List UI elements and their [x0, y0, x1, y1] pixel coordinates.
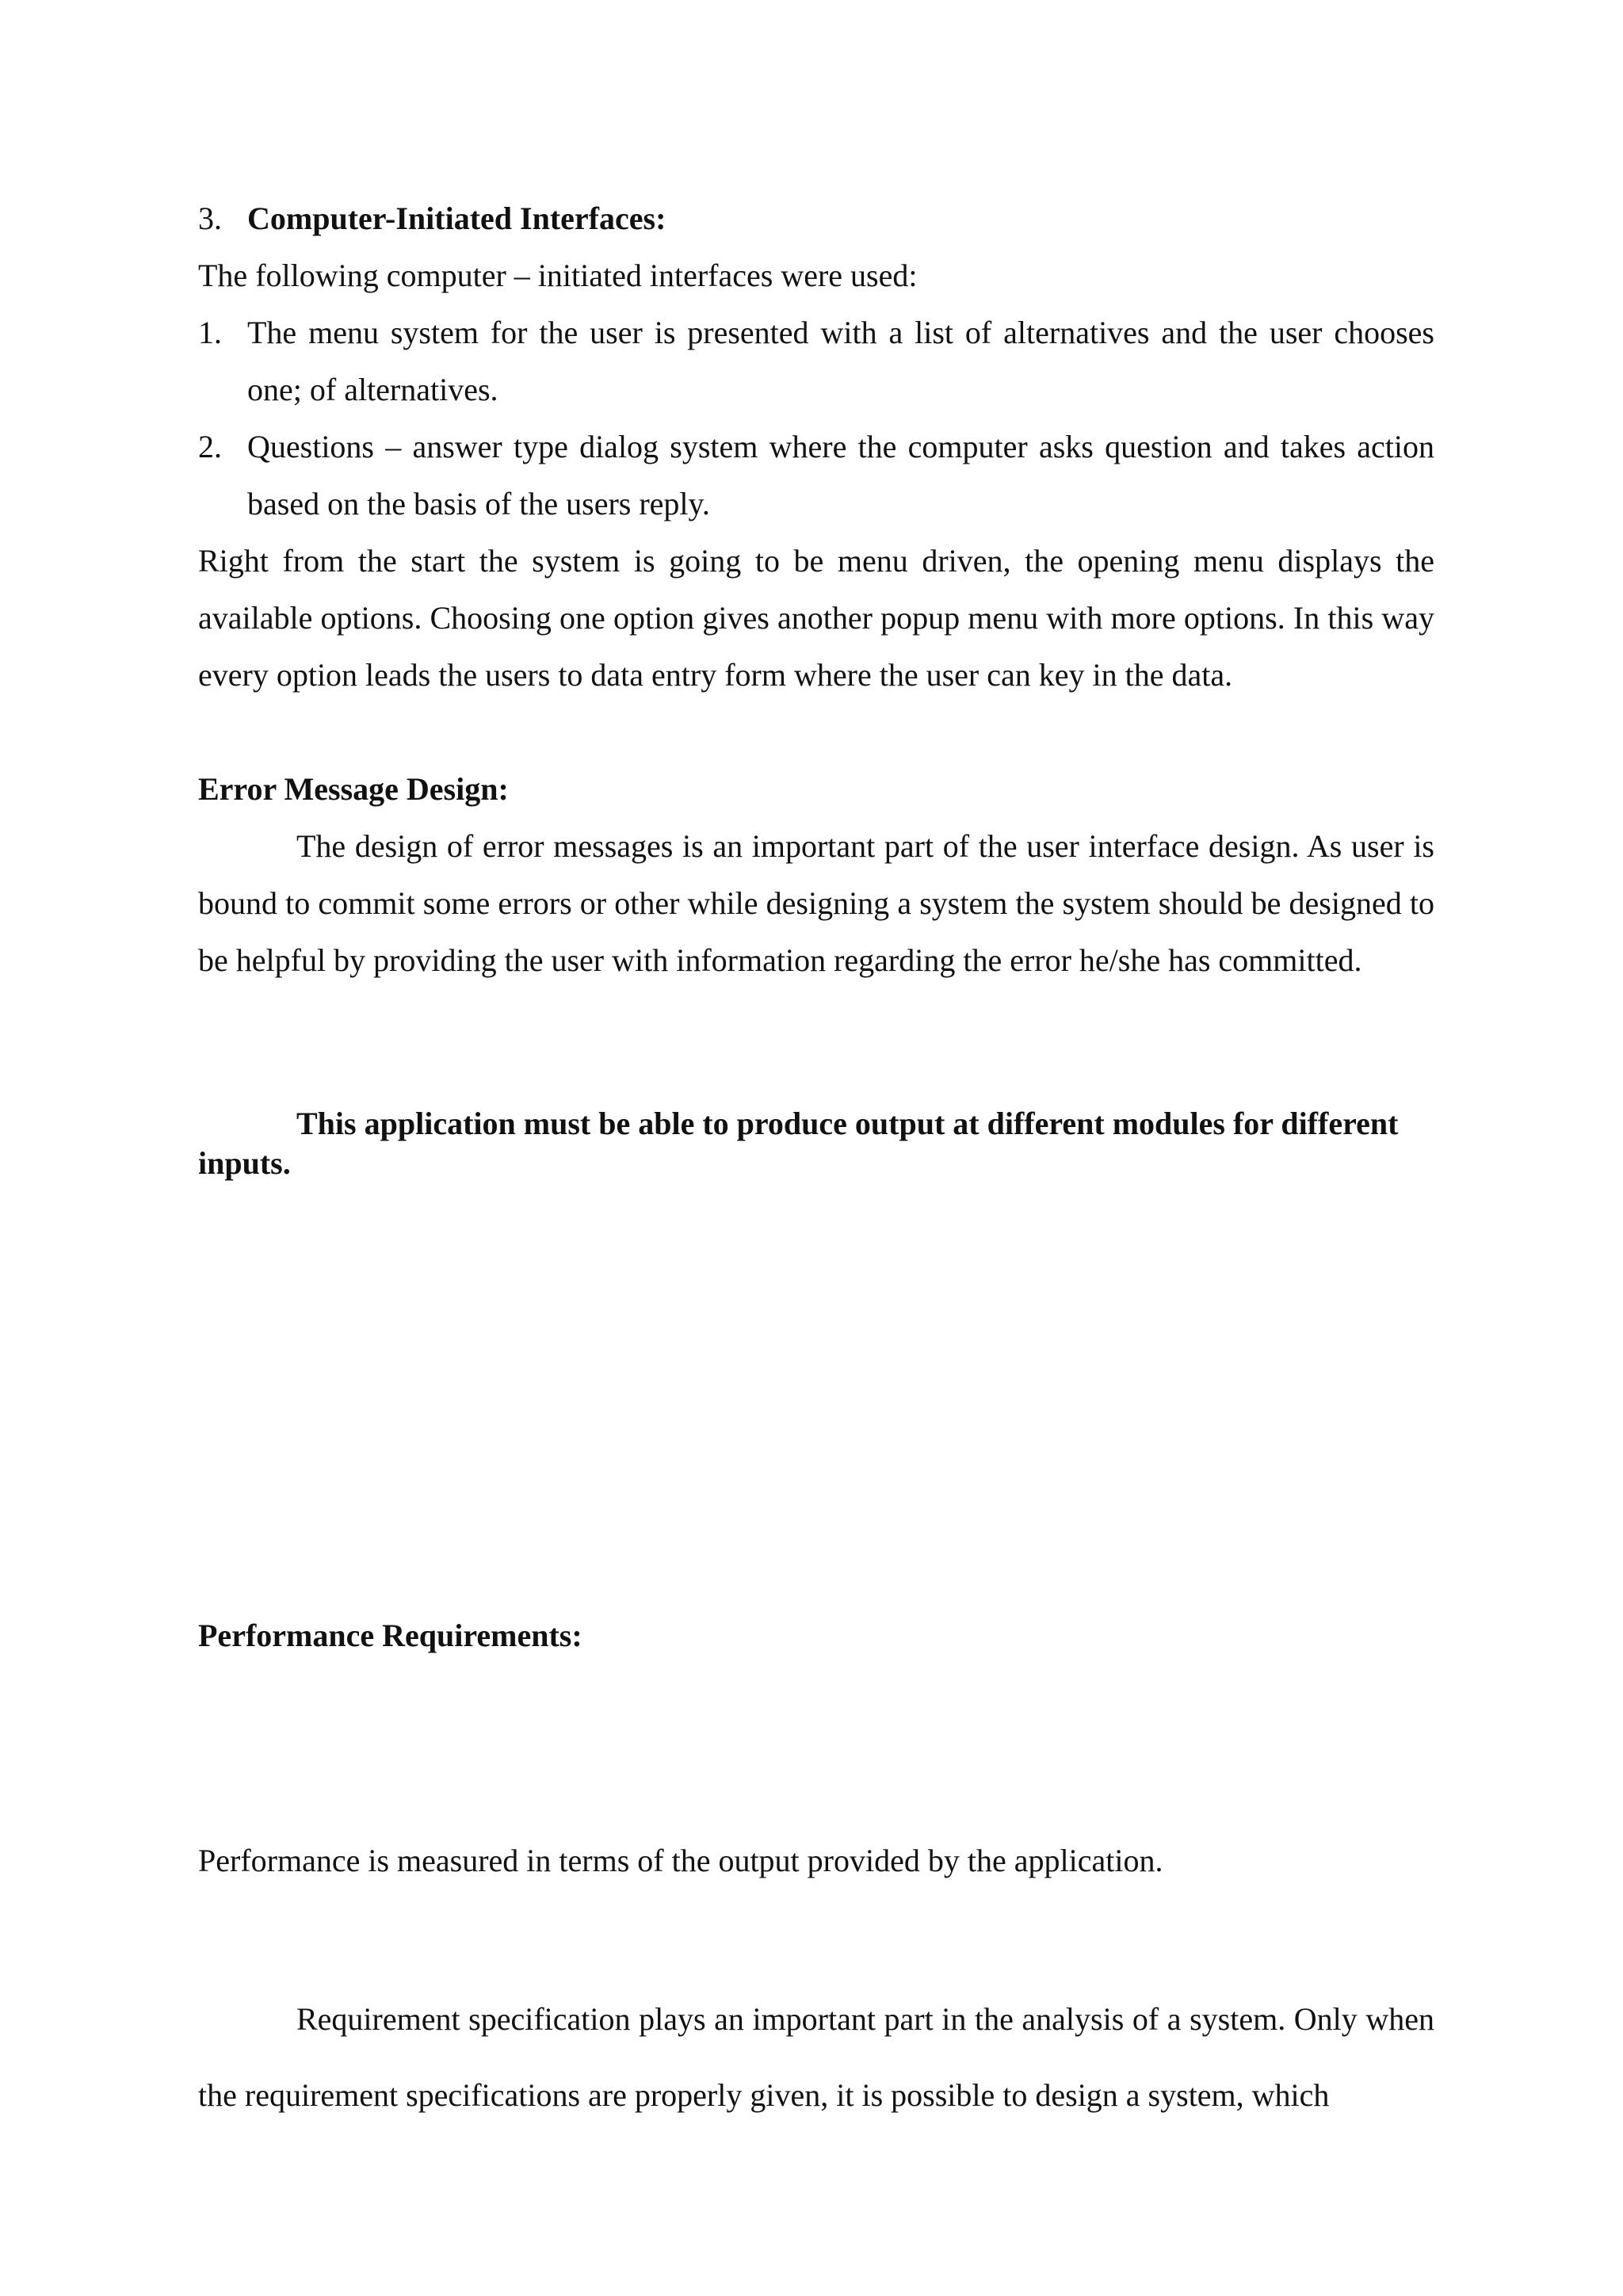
error-design-heading: Error Message Design:: [198, 771, 509, 807]
error-design-paragraph: The design of error messages is an important part of the user interface design. As user is bound to commit some errors or other while designing a system the system should be designed to be helpful by providing the user with information regarding the error he/she has committed.: [198, 828, 1434, 978]
list-item-text: Questions – answer type dialog system where the computer asks question and takes action based on the basis of the users reply.: [247, 429, 1434, 521]
bold-statement: This application must be able to produce output at different modules for different inputs.: [198, 1106, 1399, 1181]
section-title: Computer-Initiated Interfaces:: [247, 201, 666, 236]
list-item: [198, 418, 1434, 533]
list-marker: 2.: [198, 429, 222, 464]
list-item: [198, 304, 1434, 418]
section-intro: The following computer – initiated interfaces were used:: [198, 258, 918, 293]
section-3-heading: [198, 190, 1434, 247]
menu-driven-paragraph: Right from the start the system is going to be menu driven, the opening menu displays the available options. Choosing one option gives another popup menu with more options. In this way every option leads the users to data entry form where the user can key in the data.: [198, 543, 1434, 693]
section-number: 3.: [198, 201, 222, 236]
performance-paragraph: Performance is measured in terms of the output provided by the application.: [198, 1843, 1163, 1878]
performance-heading: Performance Requirements:: [198, 1618, 582, 1653]
list-marker: 1.: [198, 315, 222, 350]
requirement-spec-paragraph: Requirement specification plays an important part in the analysis of a system. Only when the requirement specifications are properly given, it is possible to design a system, which: [198, 2001, 1434, 2113]
list-item-text: The menu system for the user is presented with a list of alternatives and the user chooses one; of alternatives.: [247, 315, 1434, 407]
